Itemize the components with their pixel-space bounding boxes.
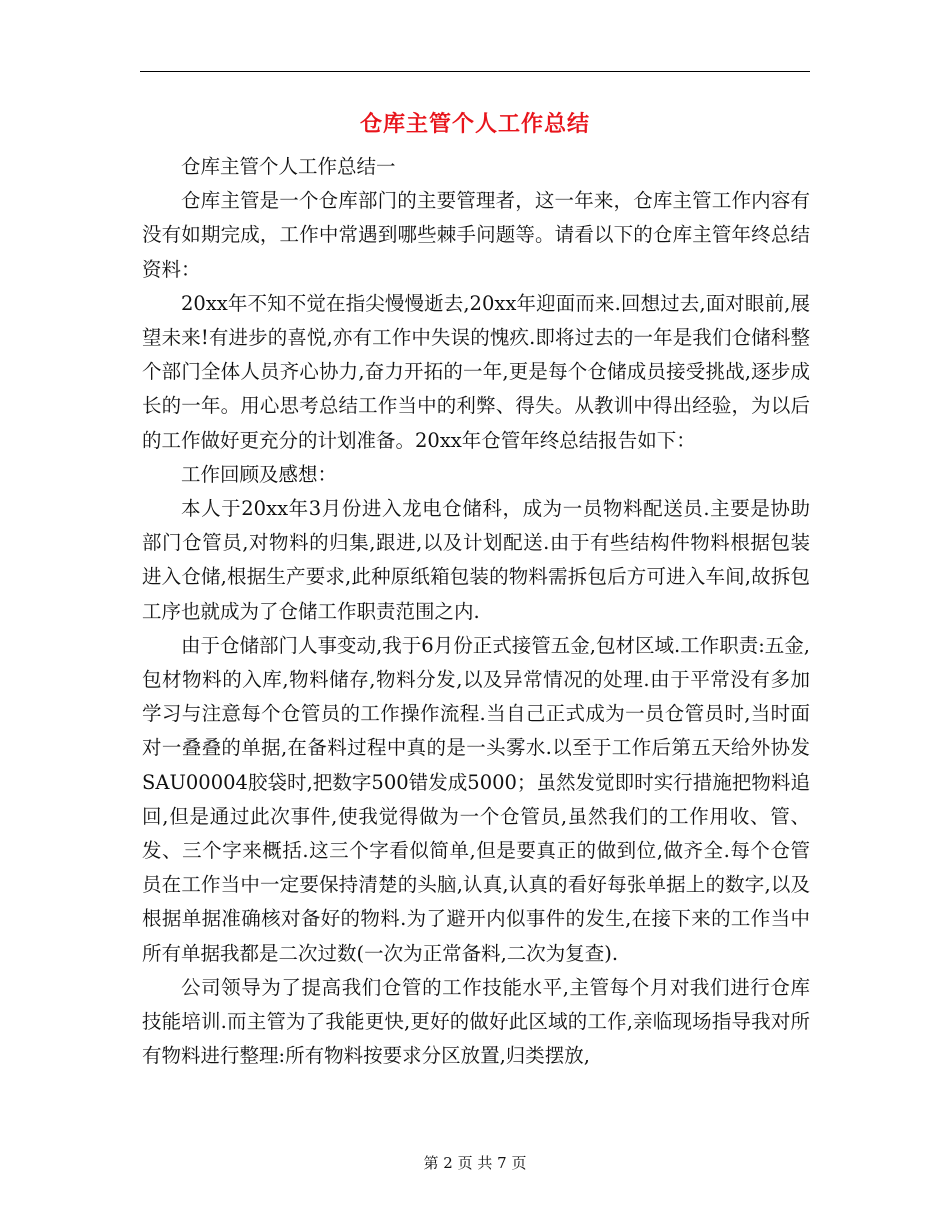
paragraph-training: 公司领导为了提高我们仓管的工作技能水平,主管每个月对我们进行仓库技能培训.而主管为了我能更快,更好的做好此区域的工作,亲临现场指导我对所有物料进行整理:所有物料按要求分区放置,归类摆放, bbox=[142, 975, 810, 1068]
header-rule bbox=[140, 71, 810, 72]
paragraph-section-heading: 工作回顾及感想： bbox=[181, 462, 338, 486]
page-footer bbox=[0, 1153, 950, 1173]
paragraph-role: 本人于20xx年3月份进入龙电仓储科，成为一员物料配送员.主要是协助部门仓管员,对物料的归集,跟进,以及计划配送.由于有些结构件物料根据包装进入仓储,根据生产要求,此种原纸箱包装的物料需拆包后方可进入车间,故拆包工序也就成为了仓储工作职责范围之内. bbox=[142, 497, 810, 623]
paragraph-intro: 仓库主管是一个仓库部门的主要管理者，这一年来，仓库主管工作内容有没有如期完成，工作中常遇到哪些棘手问题等。请看以下的仓库主管年终总结资料： bbox=[142, 189, 810, 281]
page-number: 第 2 页 共 7 页 bbox=[423, 1154, 527, 1172]
paragraph-takeover: 由于仓储部门人事变动,我于6月份正式接管五金,包材区域.工作职责:五金,包材物料的入库,物料储存,物料分发,以及异常情况的处理.由于平常没有多加学习与注意每个仓管员的工作操作流程.当自己正式成为一员仓管员时,当时面对一叠叠的单据,在备料过程中真的是一头雾水.以至于工作后第五天给外协发SAU00004胶袋时,把数字500错发成5000；虽然发觉即时实行措施把物料追回,但是通过此次事件,使我觉得做为一个仓管员,虽然我们的工作用收、管、发、三个字来概括.这三个字看似简单,但是要真正的做到位,做齐全.每个仓管员在工作当中一定要保持清楚的头脑,认真,认真的看好每张单据上的数字,以及根据单据准确核对备好的物料.为了避开内似事件的发生,在接下来的工作当中所有单据我都是二次过数(一次为正常备料,二次为复查). bbox=[142, 633, 810, 965]
paragraph-year-review: 20xx年不知不觉在指尖慢慢逝去,20xx年迎面而来.回想过去,面对眼前,展望未来!有进步的喜悦,亦有工作中失误的愧疚.即将过去的一年是我们仓储科整个部门全体人员齐心协力,奋力开拓的一年,更是每个仓储成员接受挑战,逐步成长的一年。用心思考总结工作当中的利弊、得失。从教训中得出经验，为以后的工作做好更充分的计划准备。20xx年仓管年终总结报告如下： bbox=[142, 291, 810, 452]
document-body bbox=[142, 150, 810, 1073]
paragraph-subtitle: 仓库主管个人工作总结一 bbox=[181, 155, 396, 178]
document-title: 仓库主管个人工作总结 bbox=[359, 111, 590, 137]
